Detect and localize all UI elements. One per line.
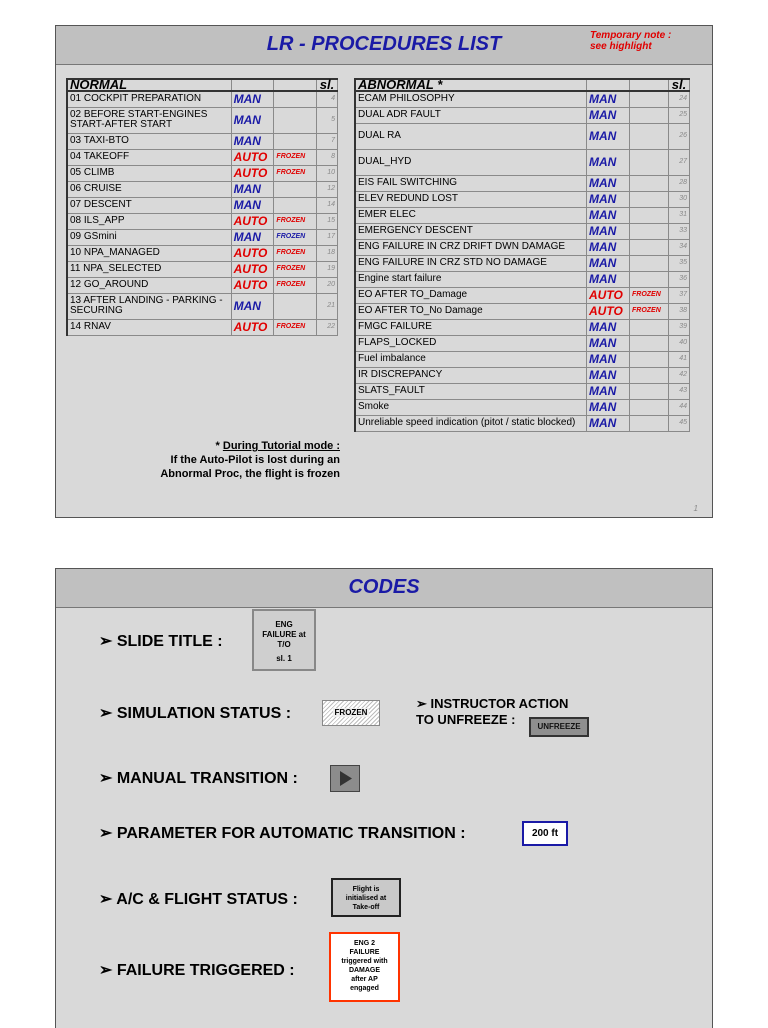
tutorial-note-line: Abnormal Proc, the flight is frozen (160, 468, 340, 480)
freeze-status: FROZEN (274, 319, 317, 335)
procedure-name: FLAPS_LOCKED (355, 335, 587, 351)
freeze-status (630, 399, 669, 415)
slide-number: 31 (669, 207, 690, 223)
procedure-name: 14 RNAV (67, 319, 231, 335)
box-line: triggered with (341, 958, 388, 965)
procedure-name: 06 CRUISE (67, 181, 231, 197)
procedures-list-slide (55, 25, 713, 518)
freeze-status (630, 335, 669, 351)
transition-mode: MAN (587, 319, 630, 335)
tutorial-note: * During Tutorial mode : If the Auto-Pilot is lost during an Abnormal Proc, the flight is frozen (116, 439, 340, 481)
normal-procedure-row (67, 91, 338, 107)
procedure-name: DUAL ADR FAULT (355, 107, 587, 123)
transition-mode: MAN (587, 351, 630, 367)
transition-mode: MAN (587, 91, 630, 107)
abnormal-procedure-row (355, 303, 690, 319)
normal-procedure-row (67, 165, 338, 181)
freeze-status (630, 319, 669, 335)
transition-mode: MAN (587, 255, 630, 271)
freeze-status (630, 91, 669, 107)
transition-mode: MAN (587, 335, 630, 351)
normal-table-header (67, 79, 338, 91)
freeze-status (630, 123, 669, 149)
abnormal-procedure-row (355, 351, 690, 367)
slide-number: 40 (669, 335, 690, 351)
next-slide-button[interactable] (330, 765, 360, 792)
tutorial-note-line: If the Auto-Pilot is lost during an (170, 454, 340, 466)
procedure-name: IR DISCREPANCY (355, 367, 587, 383)
box-line: FAILURE (349, 949, 380, 956)
freeze-status (630, 107, 669, 123)
freeze-status: FROZEN (274, 277, 317, 293)
freeze-status (630, 207, 669, 223)
sl-header: sl. (669, 79, 690, 91)
instructor-action-line: ➢ INSTRUCTOR ACTION (416, 696, 569, 711)
slide-number: 41 (669, 351, 690, 367)
transition-mode: AUTO (231, 165, 274, 181)
freeze-status (274, 107, 317, 133)
freeze-status (630, 415, 669, 431)
slide-number: 30 (669, 191, 690, 207)
abnormal-procedure-row (355, 107, 690, 123)
procedure-name: Smoke (355, 399, 587, 415)
slide-number: 21 (317, 293, 338, 319)
slide-number: 17 (317, 229, 338, 245)
page-number: 1 (693, 504, 698, 513)
abnormal-procedure-row (355, 415, 690, 431)
abnormal-procedure-row (355, 319, 690, 335)
play-arrow-icon (331, 766, 359, 791)
procedure-name: Engine start failure (355, 271, 587, 287)
transition-mode: AUTO (231, 245, 274, 261)
transition-mode: MAN (587, 415, 630, 431)
procedure-name: 01 COCKPIT PREPARATION (67, 91, 231, 107)
normal-procedure-row (67, 277, 338, 293)
header-spacer (231, 79, 274, 91)
slide-number: 39 (669, 319, 690, 335)
transition-mode: MAN (587, 123, 630, 149)
procedure-name: EO AFTER TO_Damage (355, 287, 587, 303)
freeze-status (630, 191, 669, 207)
box-line: ENG (275, 620, 293, 629)
box-line: Flight is (352, 886, 380, 893)
transition-mode: AUTO (231, 149, 274, 165)
slide-number: 5 (317, 107, 338, 133)
freeze-status: FROZEN (630, 287, 669, 303)
manual-transition-label: ➢ MANUAL TRANSITION : (99, 770, 298, 787)
freeze-status (630, 223, 669, 239)
freeze-status (274, 197, 317, 213)
abnormal-procedure-row (355, 175, 690, 191)
failure-triggered-label: ➢ FAILURE TRIGGERED : (99, 962, 295, 979)
slide-number: 24 (669, 91, 690, 107)
freeze-status: FROZEN (630, 303, 669, 319)
slide-number: 25 (669, 107, 690, 123)
box-line: FAILURE at (262, 630, 306, 639)
procedure-name: 11 NPA_SELECTED (67, 261, 231, 277)
transition-mode: MAN (231, 107, 274, 133)
procedure-name: DUAL_HYD (355, 149, 587, 175)
freeze-status (630, 271, 669, 287)
transition-mode: MAN (587, 271, 630, 287)
freeze-status (274, 133, 317, 149)
abnormal-procedure-row (355, 383, 690, 399)
transition-mode: MAN (587, 383, 630, 399)
simulation-status-label: ➢ SIMULATION STATUS : (99, 705, 292, 722)
slide-number: 14 (317, 197, 338, 213)
slide-number: 10 (317, 165, 338, 181)
procedure-name: EIS FAIL SWITCHING (355, 175, 587, 191)
normal-procedure-row (67, 229, 338, 245)
freeze-status: FROZEN (274, 213, 317, 229)
abnormal-procedure-row (355, 335, 690, 351)
slide-number: 12 (317, 181, 338, 197)
procedure-name: 04 TAKEOFF (67, 149, 231, 165)
frozen-status-box (322, 700, 380, 726)
transition-mode: MAN (587, 175, 630, 191)
abnormal-procedure-row (355, 191, 690, 207)
slide-number: 4 (317, 91, 338, 107)
frozen-status-text: FROZEN (334, 708, 368, 717)
normal-procedure-row (67, 133, 338, 149)
procedure-name: ECAM PHILOSOPHY (355, 91, 587, 107)
abnormal-table-header (355, 79, 690, 91)
normal-procedure-row (67, 319, 338, 335)
normal-procedures-table (66, 78, 338, 336)
abnormal-procedure-row (355, 255, 690, 271)
freeze-status: FROZEN (274, 245, 317, 261)
procedure-name: 09 GSmini (67, 229, 231, 245)
procedure-name: 07 DESCENT (67, 197, 231, 213)
abnormal-procedure-row (355, 399, 690, 415)
procedure-name: DUAL RA (355, 123, 587, 149)
slide-number: 7 (317, 133, 338, 149)
slide-number: 27 (669, 149, 690, 175)
slide-number: 15 (317, 213, 338, 229)
slide-number: 20 (317, 277, 338, 293)
transition-mode: MAN (231, 133, 274, 149)
transition-mode: MAN (587, 149, 630, 175)
procedure-name: 13 AFTER LANDING - PARKING - SECURING (67, 293, 231, 319)
transition-mode: MAN (587, 223, 630, 239)
slide-number: 8 (317, 149, 338, 165)
transition-mode: MAN (231, 229, 274, 245)
slide-number: 33 (669, 223, 690, 239)
tutorial-note-heading: During Tutorial mode : (222, 440, 340, 452)
slide-title: CODES (348, 576, 420, 598)
abnormal-procedure-row (355, 207, 690, 223)
header-spacer (274, 79, 317, 91)
normal-procedure-row (67, 197, 338, 213)
procedure-name: 03 TAXI-BTO (67, 133, 231, 149)
freeze-status (630, 367, 669, 383)
header-spacer (630, 79, 669, 91)
slide-number: 22 (317, 319, 338, 335)
unfreeze-button[interactable]: UNFREEZE (529, 717, 589, 737)
box-line: ENG 2 (353, 940, 375, 947)
freeze-status (630, 351, 669, 367)
transition-mode: AUTO (587, 287, 630, 303)
transition-mode: MAN (587, 239, 630, 255)
procedure-name: 12 GO_AROUND (67, 277, 231, 293)
abnormal-procedure-row (355, 123, 690, 149)
instructor-action-line: TO UNFREEZE : (416, 712, 516, 727)
abnormal-header: ABNORMAL * (355, 79, 587, 91)
abnormal-procedure-row (355, 287, 690, 303)
transition-mode: AUTO (587, 303, 630, 319)
freeze-status: FROZEN (274, 149, 317, 165)
freeze-status (630, 149, 669, 175)
parameter-transition-label: ➢ PARAMETER FOR AUTOMATIC TRANSITION : (99, 825, 466, 842)
slide-number: 43 (669, 383, 690, 399)
slide-number: 28 (669, 175, 690, 191)
slide-number: 18 (317, 245, 338, 261)
freeze-status (274, 293, 317, 319)
procedure-name: EMER ELEC (355, 207, 587, 223)
box-line: initialised at (345, 895, 387, 902)
slide-title-bar (56, 569, 712, 608)
freeze-status: FROZEN (274, 229, 317, 245)
abnormal-procedure-row (355, 149, 690, 175)
abnormal-procedure-row (355, 223, 690, 239)
normal-procedure-row (67, 213, 338, 229)
normal-procedure-row (67, 261, 338, 277)
ac-status-box (331, 878, 401, 917)
temporary-note: Temporary note : see highlight (590, 30, 672, 52)
freeze-status (630, 175, 669, 191)
parameter-value-box: 200 ft (522, 821, 568, 846)
transition-mode: MAN (587, 207, 630, 223)
transition-mode: MAN (231, 91, 274, 107)
failure-triggered-box (329, 932, 400, 1002)
slide-title-example-box (252, 609, 316, 671)
slide-number: 36 (669, 271, 690, 287)
slide-number: 37 (669, 287, 690, 303)
transition-mode: AUTO (231, 277, 274, 293)
transition-mode: AUTO (231, 261, 274, 277)
abnormal-procedure-row (355, 271, 690, 287)
slide-number: 35 (669, 255, 690, 271)
abnormal-procedure-row (355, 367, 690, 383)
slide-number: 34 (669, 239, 690, 255)
abnormal-procedure-row (355, 239, 690, 255)
transition-mode: MAN (587, 191, 630, 207)
procedure-name: 08 ILS_APP (67, 213, 231, 229)
procedure-name: Unreliable speed indication (pitot / static blocked) (355, 415, 587, 431)
procedure-name: FMGC FAILURE (355, 319, 587, 335)
procedure-name: 02 BEFORE START-ENGINES START-AFTER START (67, 107, 231, 133)
box-line: engaged (350, 985, 379, 992)
procedure-name: ENG FAILURE IN CRZ DRIFT DWN DAMAGE (355, 239, 587, 255)
box-line: sl. 1 (276, 654, 292, 663)
slide-number: 38 (669, 303, 690, 319)
header-spacer (587, 79, 630, 91)
slide-title-code-label: ➢ SLIDE TITLE : (99, 633, 223, 650)
transition-mode: MAN (587, 107, 630, 123)
slide-number: 19 (317, 261, 338, 277)
freeze-status (274, 91, 317, 107)
procedure-name: Fuel imbalance (355, 351, 587, 367)
box-line: DAMAGE (348, 967, 381, 974)
freeze-status (274, 181, 317, 197)
transition-mode: MAN (231, 293, 274, 319)
abnormal-procedure-row (355, 91, 690, 107)
transition-mode: AUTO (231, 319, 274, 335)
slide-number: 44 (669, 399, 690, 415)
codes-slide (55, 568, 713, 1028)
slide-title-bar (56, 26, 712, 65)
freeze-status (630, 383, 669, 399)
normal-header: NORMAL (67, 79, 231, 91)
normal-procedure-row (67, 107, 338, 133)
transition-mode: AUTO (231, 213, 274, 229)
ac-flight-status-label: ➢ A/C & FLIGHT STATUS : (99, 891, 298, 908)
slide-number: 26 (669, 123, 690, 149)
freeze-status: FROZEN (274, 261, 317, 277)
transition-mode: MAN (231, 181, 274, 197)
procedure-name: SLATS_FAULT (355, 383, 587, 399)
normal-procedure-row (67, 181, 338, 197)
procedure-name: 05 CLIMB (67, 165, 231, 181)
freeze-status (630, 239, 669, 255)
procedure-name: EMERGENCY DESCENT (355, 223, 587, 239)
procedure-name: ELEV REDUND LOST (355, 191, 587, 207)
normal-procedure-row (67, 245, 338, 261)
procedure-name: ENG FAILURE IN CRZ STD NO DAMAGE (355, 255, 587, 271)
normal-procedure-row (67, 293, 338, 319)
transition-mode: MAN (587, 367, 630, 383)
normal-procedure-row (67, 149, 338, 165)
freeze-status (630, 255, 669, 271)
box-line: T/O (277, 640, 291, 649)
procedure-name: EO AFTER TO_No Damage (355, 303, 587, 319)
box-line: Take-off (352, 904, 380, 911)
slide-title: LR - PROCEDURES LIST (266, 33, 502, 55)
sl-header: sl. (317, 79, 338, 91)
abnormal-procedures-table (354, 78, 690, 432)
slide-number: 42 (669, 367, 690, 383)
slide-number: 45 (669, 415, 690, 431)
transition-mode: MAN (231, 197, 274, 213)
freeze-status: FROZEN (274, 165, 317, 181)
transition-mode: MAN (587, 399, 630, 415)
box-line: after AP (351, 976, 378, 983)
procedure-name: 10 NPA_MANAGED (67, 245, 231, 261)
